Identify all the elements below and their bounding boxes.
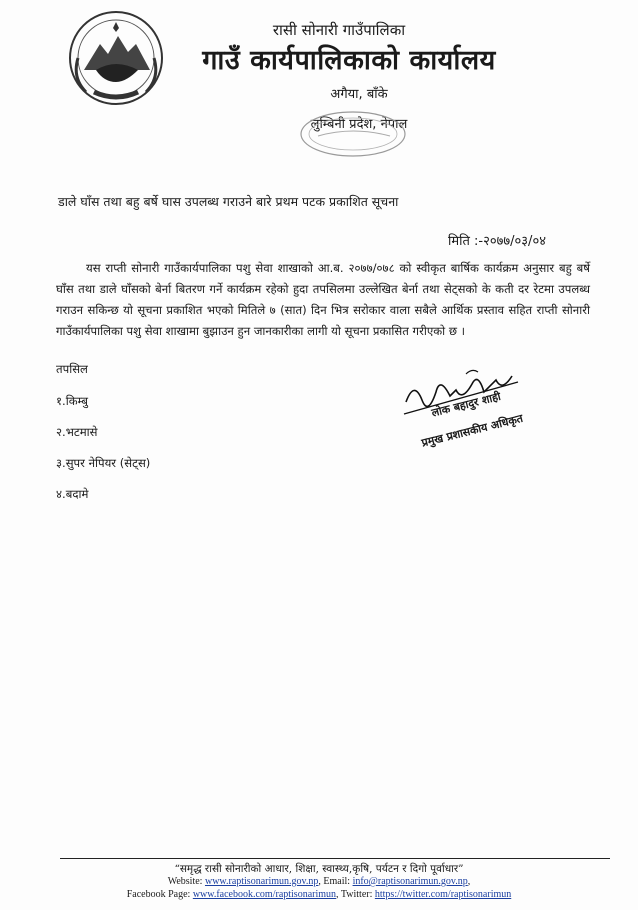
email-suffix: , [467, 876, 471, 887]
office-address: अगैया, बाँके [330, 87, 388, 102]
facebook-label: Facebook Page: [126, 889, 193, 900]
office-name: गाउँ कार्यपालिकाको कार्यालय [202, 45, 496, 76]
website-label: Website: [167, 876, 205, 887]
email-label: , Email: [318, 876, 353, 887]
list-item: ३.सुपर नेपियर (सेट्स) [56, 456, 151, 470]
footer-social [0, 889, 638, 900]
notice-body: यस राप्ती सोनारी गाउँकार्यपालिका पशु सेवा शाखाको आ.ब. २०७७/०७८ को स्वीकृत बार्षिक कार्यक्रम अनुसार बहु बर्षे घाँस तथा डाले घाँसको बेर्ना बितरण गर्ने कार्यक्रम रहेको हुदा तपसिलमा उल्लेखित बेर्ना तथा सेट्सको के कती दर रेटमा उपलब्ध गराउन सकिन्छ यो सूचना प्रकाशित भएको मितिले ७ (सात) दिन भित्र सरोकार वाला सबैले आर्थिक प्रस्ताव सहित राप्ती सोनारी गाउँकार्यपालिका पशु सेवा शाखामा बुझाउन हुन जानकारीका लागी यो सूचना प्रकासित गरीएको छ । [56, 261, 590, 338]
twitter-link[interactable]: https://twitter.com/raptisonarimun [374, 889, 512, 900]
office-stamp-icon [298, 108, 408, 160]
office-province: लुम्बिनी प्रदेश, नेपाल [310, 117, 408, 132]
list-item: २.भटमासे [56, 425, 98, 439]
website-link[interactable]: www.raptisonarimun.gov.np [204, 876, 319, 887]
footer-divider [60, 858, 610, 859]
footer-motto: “समृद्ध रासी सोनारीको आधार, शिक्षा, स्वास्थ्य,कृषि, पर्यटन र दिगो पूर्वाधार” [174, 863, 464, 875]
signatory-name: लोक बहादुर शाही [430, 389, 503, 420]
list-title: तपसिल [56, 362, 88, 376]
facebook-link[interactable]: www.facebook.com/raptisonarimun [192, 889, 337, 900]
footer-contact [0, 876, 638, 887]
list-item: १.किम्बु [56, 394, 89, 408]
list-item: ४.बदामे [56, 487, 89, 501]
twitter-label: , Twitter: [336, 889, 375, 900]
signatory-title: प्रमुख प्रशासकीय अधिकृत [420, 411, 525, 450]
email-link[interactable]: info@raptisonarimun.gov.np [352, 876, 468, 887]
notice-date: मिति :-२०७७/०३/०४ [448, 234, 546, 249]
notice-subject: डाले घाँस तथा बहु बर्षे घास उपलब्ध गराउने बारे प्रथम पटक प्रकाशित सूचना [58, 194, 399, 209]
municipality-name: रासी सोनारी गाउँपालिका [272, 21, 406, 39]
